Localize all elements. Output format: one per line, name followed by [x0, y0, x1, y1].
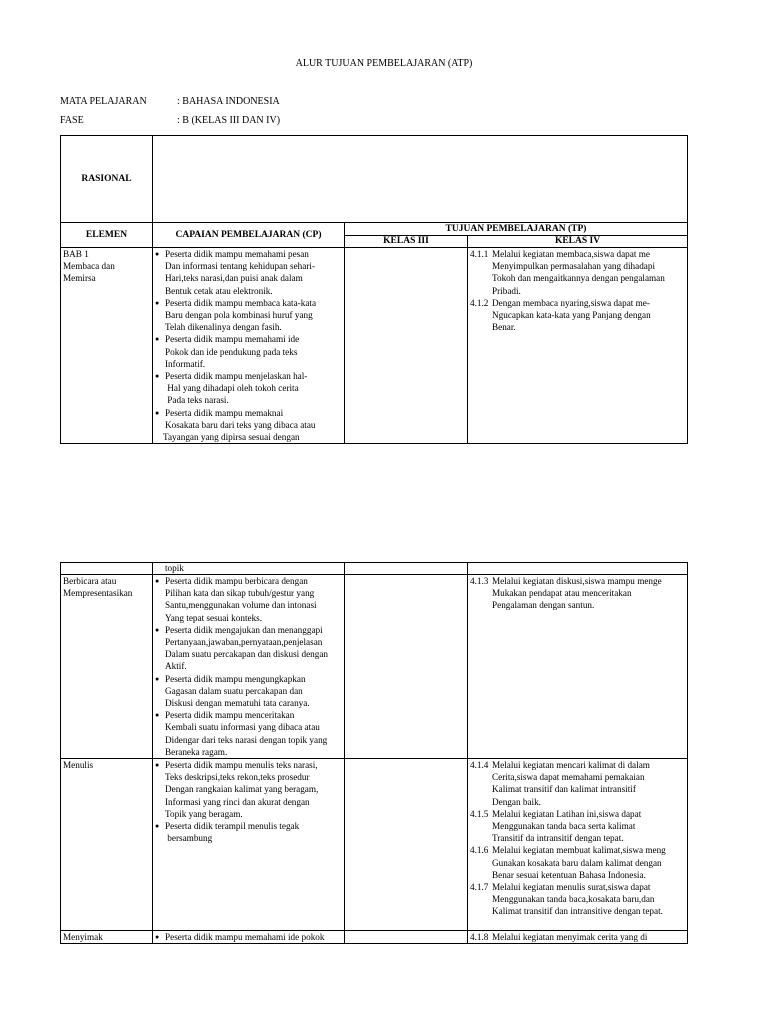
cp-line: Santu,menggunakan volume dan intonasi [165, 600, 317, 611]
tp-line: Cerita,siswa dapat memahami pemakaian [492, 772, 645, 783]
cp-cell [153, 931, 345, 944]
tp-line: Melalui kegiatan membaca,siswa dapat me [492, 249, 650, 259]
elemen-line: Berbicara atau [63, 576, 117, 586]
tp-number: 4.1.3 [470, 576, 489, 586]
tp-list-item [470, 297, 685, 334]
cp-line: Telah dikenalinya dengan fasih. [165, 322, 282, 333]
tp-number: 4.1.5 [470, 808, 489, 819]
tp-line: Melalui kegiatan menyimak cerita yang di [492, 932, 648, 943]
tp-list-item [470, 844, 685, 881]
cp-line: Beraneka ragam. [165, 746, 228, 757]
tp-list-item [470, 248, 685, 297]
tp-line: Tokoh dan mengaitkannya dengan pengalaman [492, 273, 665, 284]
elemen-line: BAB 1 [63, 249, 89, 259]
tp-number: 4.1.8 [470, 932, 489, 943]
tp-line: Melalui kegiatan menulis surat,siswa dapat [492, 882, 651, 893]
cp-line: Pada teks narasi. [165, 395, 229, 406]
tp-number: 4.1.1 [470, 249, 489, 259]
cp-cell [153, 248, 345, 444]
elemen-cell [61, 759, 153, 931]
cp-line: ● Peserta didik mampu berbicara dengan [165, 576, 308, 586]
cp-line: ● Peserta didik mampu mengungkapkan [165, 673, 306, 684]
elemen-line: Memirsa [63, 273, 96, 284]
tp-line: Kalimat transitif dan kalimat intransitif [492, 784, 636, 795]
tp-line: Melalui kegiatan diskusi,siswa mampu menge [492, 576, 662, 586]
elemen-cell [61, 931, 153, 944]
header-cp: CAPAIAN PEMBELAJARAN (CP) [153, 223, 345, 248]
tp-cell [468, 563, 688, 575]
cp-line: Kembali suatu informasi yang dibaca atau [165, 722, 320, 733]
cp-line: Gagasan dalam suatu percakapan dan [165, 685, 303, 696]
cp-continuation: topik [153, 563, 345, 575]
cp-list-item [155, 709, 342, 758]
cp-list-item [155, 297, 342, 334]
kelas-3-cell [345, 248, 468, 444]
cp-line: Aktif. [165, 661, 187, 672]
tp-line: Menggunakan tanda baca serta kalimat [492, 821, 636, 832]
elemen-cell [61, 248, 153, 444]
tp-line: Benar sesuai ketentuan Bahasa Indonesia. [492, 869, 646, 880]
tp-line: Dengan baik. [492, 796, 541, 807]
cp-list-item [155, 820, 342, 844]
cp-line: ● Peserta didik terampil menulis tegak [165, 821, 300, 832]
cp-cell [153, 759, 345, 931]
kelas-3-cell [345, 575, 468, 759]
tp-line: Pribadi. [492, 285, 521, 296]
cp-list-item [155, 673, 342, 710]
elemen-cell [61, 575, 153, 759]
tp-line: Benar. [492, 322, 516, 333]
cp-line: Hari,teks narasi,dan puisi anak dalam [165, 273, 303, 284]
cp-line: ● Peserta didik mampu memahami ide pokok [165, 932, 325, 943]
tp-line: Mukakan pendapat atau menceritakan [492, 588, 632, 599]
kelas-3-cell [345, 931, 468, 944]
cp-line: ● Peserta didik mampu menulis teks narasi, [165, 760, 318, 771]
cp-line: Pertanyaan,jawaban,pernyataan,penjelasan [165, 637, 323, 648]
header-kelas-3: KELAS III [345, 236, 468, 248]
cp-list-item [155, 370, 342, 407]
header-tp: TUJUAN PEMBELAJARAN (TP) [345, 223, 688, 236]
rasional-content [153, 136, 688, 223]
tp-line: Melalui kegiatan mencari kalimat di dalam [492, 760, 650, 771]
tp-line: Dengan membaca nyaring,siswa dapat me- [492, 297, 650, 308]
tp-line: Menggunakan tanda baca,kosakata baru,dan [492, 894, 655, 905]
cp-line: ● Peserta didik mampu membaca kata-kata [165, 297, 317, 308]
cp-line: Baru dengan pola kombinasi huruf yang [165, 310, 313, 321]
cp-cell [153, 575, 345, 759]
cp-line: Topik yang beragam. [165, 808, 243, 819]
document-title: ALUR TUJUAN PEMBELAJARAN (ATP) [295, 58, 473, 69]
tp-line: Gunakan kosakata baru dalam kalimat dengan [492, 857, 662, 868]
cp-list-item [155, 575, 342, 624]
elemen-line: Menyimak [63, 932, 103, 943]
cp-line: Dan informasi tentang kehidupan sehari- [165, 261, 316, 272]
cp-line: Bentuk cetak atau elektronik. [165, 285, 273, 296]
cp-list-item [155, 931, 342, 943]
tp-line: Ngucapkan kata-kata yang Panjang dengan [492, 310, 651, 321]
tp-line: Melalui kegiatan membuat kalimat,siswa meng [492, 845, 666, 856]
tp-cell [468, 759, 688, 931]
tp-list-item [470, 575, 685, 612]
cp-line: Hal yang dihadapi oleh tokoh cerita [165, 383, 299, 394]
cp-line: ● Peserta didik mampu memahami ide [165, 334, 300, 345]
cp-list-item [155, 759, 342, 820]
atp-table-page2 [60, 562, 688, 944]
cp-line: ● Peserta didik mampu menjelaskan hal- [165, 371, 308, 382]
rasional-label: RASIONAL [61, 136, 153, 223]
kelas-3-cell [345, 563, 468, 575]
cp-list-item [155, 407, 342, 444]
kelas-3-cell [345, 759, 468, 931]
meta-label-phase: FASE [60, 115, 84, 126]
cp-list-item [155, 624, 342, 673]
elemen-line: Menulis [63, 760, 94, 771]
elemen-cell [61, 563, 153, 575]
cp-line: Yang tepat sesuai konteks. [165, 612, 263, 623]
tp-number: 4.1.7 [470, 882, 489, 893]
tp-number: 4.1.2 [470, 297, 489, 308]
cp-line: Kosakata baru dari teks yang dibaca atau [165, 419, 316, 430]
tp-list-item [470, 759, 685, 808]
tp-cell [468, 931, 688, 944]
cp-line: ● Peserta didik mampu memaknai [165, 407, 284, 418]
tp-line: Menyimpulkan permasalahan yang dihadapi [492, 261, 656, 272]
cp-line: ● Peserta didik mampu memahami pesan [165, 249, 309, 259]
tp-line: Transitif da intransitif dengan tepat. [492, 833, 624, 844]
tp-number: 4.1.4 [470, 760, 489, 771]
meta-label-subject: MATA PELAJARAN [60, 96, 147, 107]
cp-line: Pokok dan ide pendukung pada teks [165, 346, 298, 357]
elemen-line: Mempresentasikan [63, 588, 133, 599]
tp-cell [468, 575, 688, 759]
elemen-line: Membaca dan [63, 261, 115, 272]
cp-line: bersambung [165, 833, 213, 844]
atp-table-page1 [60, 135, 688, 444]
cp-line: ● Peserta didik mengajukan dan menanggapi [165, 624, 323, 635]
tp-list-item [470, 881, 685, 918]
tp-cell [468, 248, 688, 444]
cp-line: Tayangan yang dipirsa sesuai dengan [163, 432, 300, 443]
tp-list-item [470, 808, 685, 845]
tp-line: Melalui kegiatan Latihan ini,siswa dapat [492, 808, 642, 819]
cp-line: Didengar dari teks narasi dengan topik yang [165, 734, 328, 745]
tp-number: 4.1.6 [470, 845, 489, 856]
header-elemen: ELEMEN [61, 223, 153, 248]
cp-line: Informasi yang rinci dan akurat dengan [165, 796, 310, 807]
meta-value-subject: : BAHASA INDONESIA [177, 96, 280, 107]
cp-list-item [155, 248, 342, 297]
cp-line: Informatif. [165, 358, 206, 369]
cp-line: Dalam suatu percakapan dan diskusi dengan [165, 649, 329, 660]
tp-line: Kalimat transitif dan intransitive dengan tepat. [492, 906, 663, 917]
cp-line: ● Peserta didik mampu menceritakan [165, 710, 295, 721]
cp-list-item [155, 333, 342, 370]
cp-line: Teks deskripsi,teks rekon,teks prosedur [165, 772, 310, 783]
tp-line: Pengalaman dengan santun. [492, 600, 595, 611]
header-kelas-4: KELAS IV [468, 236, 688, 248]
meta-value-phase: : B (KELAS III DAN IV) [177, 115, 281, 126]
cp-line: Diskusi dengan mematuhi tata caranya. [165, 698, 310, 709]
tp-list-item [470, 931, 685, 943]
cp-line: Dengan rangkaian kalimat yang beragam, [165, 784, 319, 795]
cp-line: Pilihan kata dan sikap tubuh/gestur yang [165, 588, 315, 599]
